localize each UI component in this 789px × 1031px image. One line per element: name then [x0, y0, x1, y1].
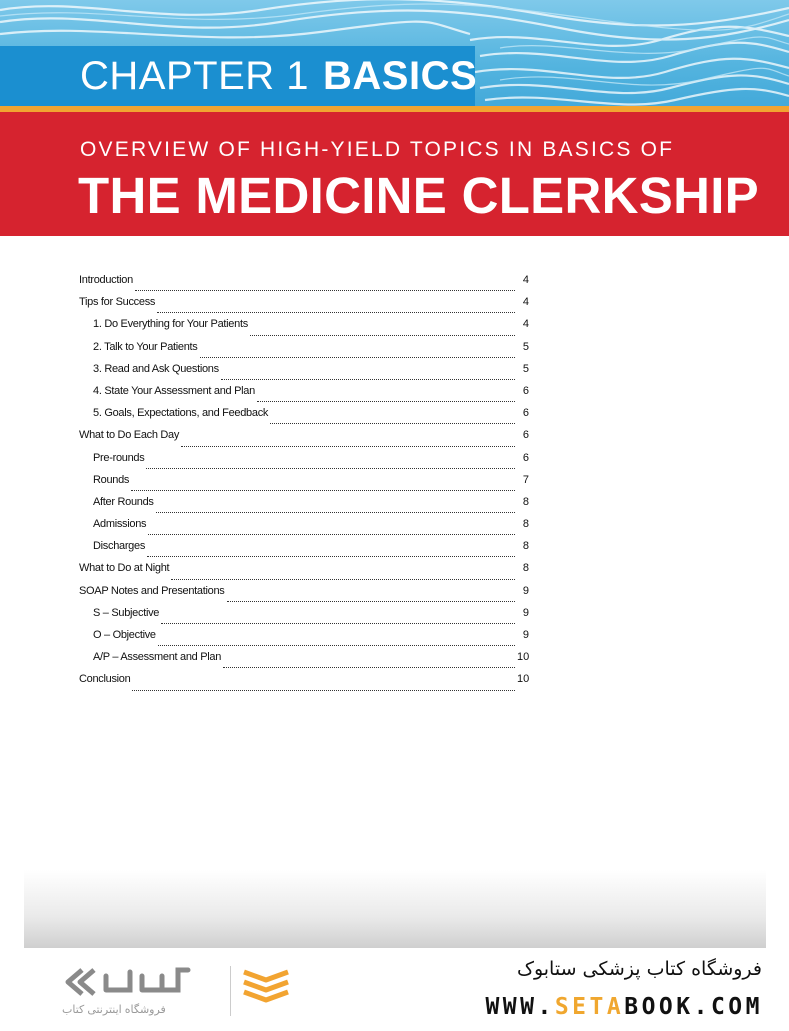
logo-divider	[230, 966, 231, 1016]
toc-entry-label: What to Do Each Day	[79, 429, 180, 442]
toc-leader-dots	[161, 623, 515, 624]
banner-subtitle: OVERVIEW OF HIGH-YIELD TOPICS IN BASICS OF	[80, 138, 675, 161]
toc-entry[interactable]	[79, 296, 529, 318]
toc-entry-label: Rounds	[93, 473, 130, 486]
toc-entry-label: 4. State Your Assessment and Plan	[93, 384, 255, 397]
toc-entry-page: 8	[522, 562, 529, 575]
toc-leader-dots	[156, 512, 515, 513]
toc-leader-dots	[171, 579, 515, 580]
toc-leader-dots	[200, 357, 515, 358]
toc-entry-page: 9	[522, 606, 529, 619]
toc-entry-page: 5	[522, 340, 529, 353]
toc-entry-label: SOAP Notes and Presentations	[79, 584, 225, 597]
toc-entry[interactable]	[79, 318, 529, 340]
toc-leader-dots	[227, 601, 516, 602]
toc-entry[interactable]	[79, 452, 529, 474]
toc-leader-dots	[135, 290, 515, 291]
toc-entry-page: 4	[522, 296, 529, 309]
toc-entry-label: A/P – Assessment and Plan	[93, 651, 222, 664]
toc-entry-page: 6	[522, 429, 529, 442]
toc-entry[interactable]	[79, 562, 529, 584]
logo-subtext: فروشگاه اینترنتی کتاب	[62, 1004, 166, 1016]
toc-leader-dots	[270, 423, 515, 424]
toc-entry-page: 9	[522, 629, 529, 641]
store-name: فروشگاه کتاب پزشکی ستابوک	[516, 958, 762, 980]
toc-entry-page: 4	[522, 274, 529, 286]
toc-leader-dots	[148, 534, 515, 535]
toc-entry-label: Tips for Success	[79, 296, 156, 309]
toc-entry-label: Pre-rounds	[93, 451, 145, 464]
toc-leader-dots	[158, 645, 515, 646]
toc-leader-dots	[250, 335, 515, 336]
toc-leader-dots	[146, 468, 515, 469]
toc-entry-page: 8	[522, 518, 529, 531]
toc-entry-label: Admissions	[93, 518, 147, 531]
toc-entry[interactable]	[79, 607, 529, 629]
store-url[interactable]	[403, 994, 763, 1020]
chapter-topic: BASICS	[323, 53, 478, 98]
toc-entry[interactable]	[79, 585, 529, 607]
toc-entry-page: 5	[522, 362, 529, 375]
toc-entry[interactable]	[79, 385, 529, 407]
toc-entry-label: What to Do at Night	[79, 562, 170, 575]
toc-entry[interactable]	[79, 274, 529, 296]
url-highlight: SETA	[554, 994, 625, 1020]
toc-entry-page: 10	[517, 651, 530, 664]
toc-entry[interactable]	[79, 474, 529, 496]
chapter-label: CHAPTER 1	[80, 53, 309, 98]
toc-entry-label: 5. Goals, Expectations, and Feedback	[93, 407, 269, 420]
page-bottom-shadow	[24, 870, 766, 948]
toc-leader-dots	[157, 312, 515, 313]
toc-entry-label: 3. Read and Ask Questions	[93, 362, 219, 375]
toc-leader-dots	[147, 556, 515, 557]
toc-leader-dots	[132, 690, 515, 691]
toc-entry-page: 4	[522, 318, 529, 331]
toc-entry[interactable]	[79, 496, 529, 518]
toc-entry-page: 8	[522, 495, 529, 508]
toc-entry-page: 9	[522, 584, 529, 597]
toc-entry[interactable]	[79, 518, 529, 540]
table-of-contents	[79, 274, 529, 696]
toc-entry-label: 2. Talk to Your Patients	[93, 340, 198, 353]
toc-leader-dots	[257, 401, 515, 402]
toc-entry[interactable]	[79, 341, 529, 363]
logo-mark-icon	[58, 962, 318, 1008]
banner-title: THE MEDICINE CLERKSHIP	[78, 167, 759, 224]
toc-entry[interactable]	[79, 429, 529, 451]
toc-entry-label: O – Objective	[93, 629, 156, 641]
toc-entry-page: 7	[522, 473, 529, 486]
toc-entry-page: 6	[522, 451, 529, 464]
toc-entry[interactable]	[79, 363, 529, 385]
toc-entry-label: After Rounds	[93, 495, 154, 508]
toc-entry-page: 8	[522, 540, 529, 553]
toc-entry-page: 6	[522, 407, 529, 420]
toc-leader-dots	[221, 379, 515, 380]
toc-entry[interactable]	[79, 651, 529, 673]
url-prefix: WWW.	[485, 994, 555, 1020]
toc-entry-page: 10	[517, 673, 530, 686]
toc-entry-label: S – Subjective	[93, 606, 160, 619]
toc-entry-label: Discharges	[93, 540, 146, 553]
toc-entry-label: 1. Do Everything for Your Patients	[93, 318, 248, 331]
toc-entry-page: 6	[522, 384, 529, 397]
toc-entry[interactable]	[79, 629, 529, 651]
toc-entry[interactable]	[79, 407, 529, 429]
toc-entry[interactable]	[79, 673, 529, 695]
toc-leader-dots	[131, 490, 515, 491]
url-suffix: BOOK.COM	[624, 994, 763, 1020]
toc-leader-dots	[181, 446, 515, 447]
chapter-heading	[0, 46, 478, 106]
toc-entry-label: Introduction	[79, 274, 133, 286]
toc-entry[interactable]	[79, 540, 529, 562]
toc-entry-label: Conclusion	[79, 673, 131, 686]
toc-leader-dots	[223, 667, 515, 668]
